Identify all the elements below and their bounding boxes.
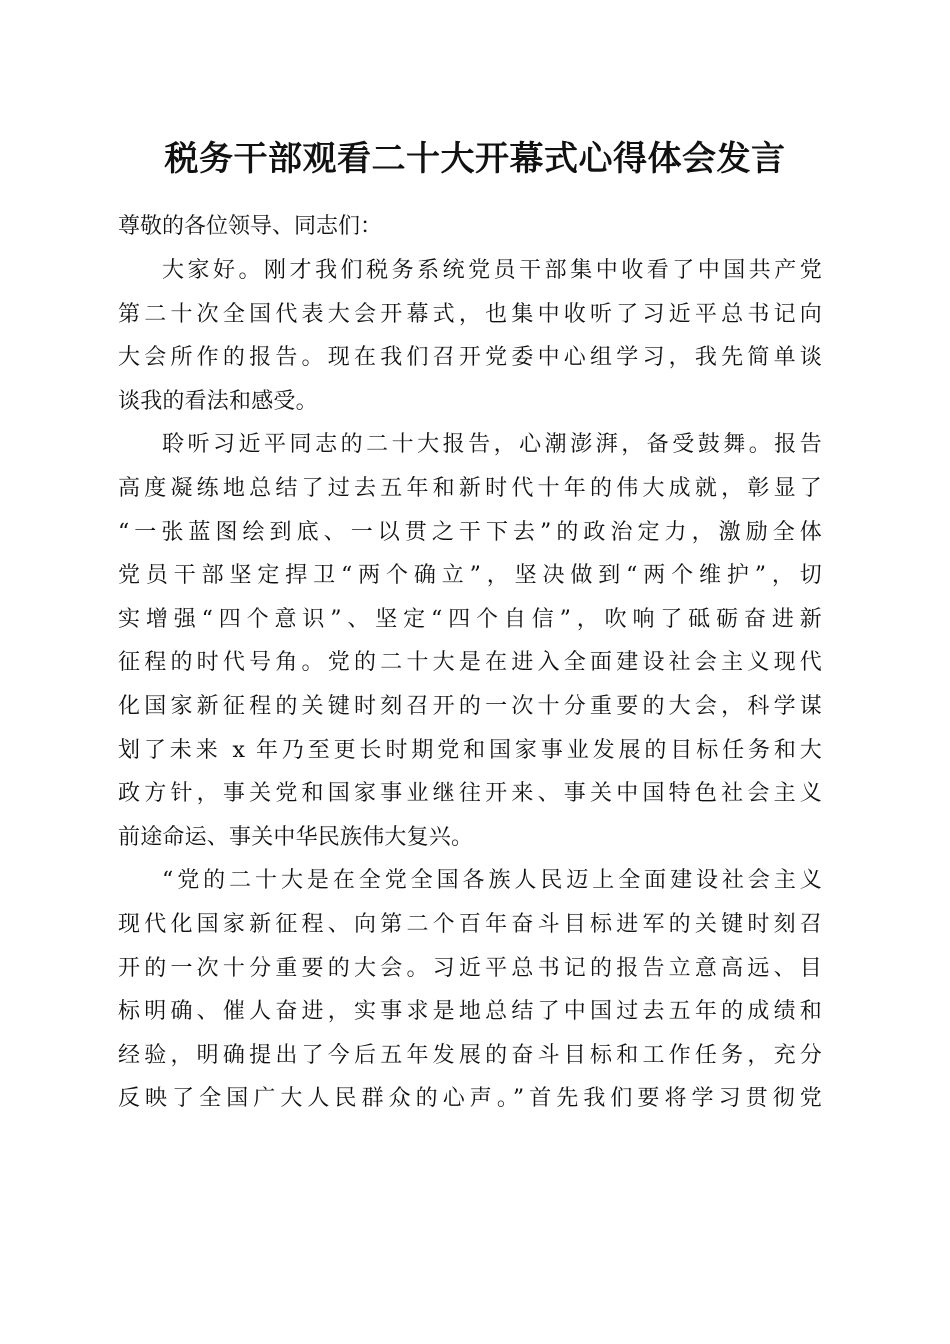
text-line: 第二十次全国代表大会开幕式，也集中收听了习近平总书记向 xyxy=(118,301,822,327)
text-line: 经验，明确提出了今后五年发展的奋斗目标和工作任务，充分 xyxy=(118,1042,822,1068)
text-line: 开的一次十分重要的大会。习近平总书记的报告立意高远、目 xyxy=(118,955,822,981)
text-line: 现代化国家新征程、向第二个百年奋斗目标进军的关键时刻召 xyxy=(118,911,822,937)
salutation: 尊敬的各位领导、同志们： xyxy=(118,214,383,239)
paragraph xyxy=(118,249,822,423)
text-line: “一张蓝图绘到底、一以贯之干下去”的政治定力，激励全体 xyxy=(118,519,822,545)
text-line: 谈我的看法和感受。 xyxy=(118,388,318,414)
text-line: 大家好。刚才我们税务系统党员干部集中收看了中国共产党 xyxy=(162,258,822,283)
text-line: 化国家新征程的关键时刻召开的一次十分重要的大会，科学谋 xyxy=(118,693,822,719)
paragraph xyxy=(118,423,822,859)
text-line: “党的二十大是在全党全国各族人民迈上全面建设社会主义 xyxy=(162,868,822,894)
text-line: 前途命运、事关中华民族伟大复兴。 xyxy=(118,824,474,850)
text-line: 标明确、催人奋进，实事求是地总结了中国过去五年的成绩和 xyxy=(118,999,822,1025)
text-line: 高度凝练地总结了过去五年和新时代十年的伟大成就，彰显了 xyxy=(118,475,822,501)
text-line: 政方针，事关党和国家事业继往开来、事关中国特色社会主义 xyxy=(118,781,822,807)
document-title: 税务干部观看二十大开幕式心得体会发言 xyxy=(164,139,786,179)
text-line: 实增强“四个意识”、坚定“四个自信”，吹响了砥砺奋进新 xyxy=(118,606,822,632)
text-line: 划了未来 x 年乃至更长时期党和国家事业发展的目标任务和大 xyxy=(118,737,822,763)
text-line: 大会所作的报告。现在我们召开党委中心组学习，我先简单谈 xyxy=(118,345,822,371)
text-line: 征程的时代号角。党的二十大是在进入全面建设社会主义现代 xyxy=(118,650,822,676)
text-line: 党员干部坚定捍卫“两个确立”，坚决做到“两个维护”，切 xyxy=(118,563,822,589)
text-line: 反映了全国广大人民群众的心声。”首先我们要将学习贯彻党 xyxy=(118,1086,822,1112)
text-line: 聆听习近平同志的二十大报告，心潮澎湃，备受鼓舞。报告 xyxy=(162,432,822,458)
document-body xyxy=(118,205,822,1121)
paragraph xyxy=(118,859,822,1121)
